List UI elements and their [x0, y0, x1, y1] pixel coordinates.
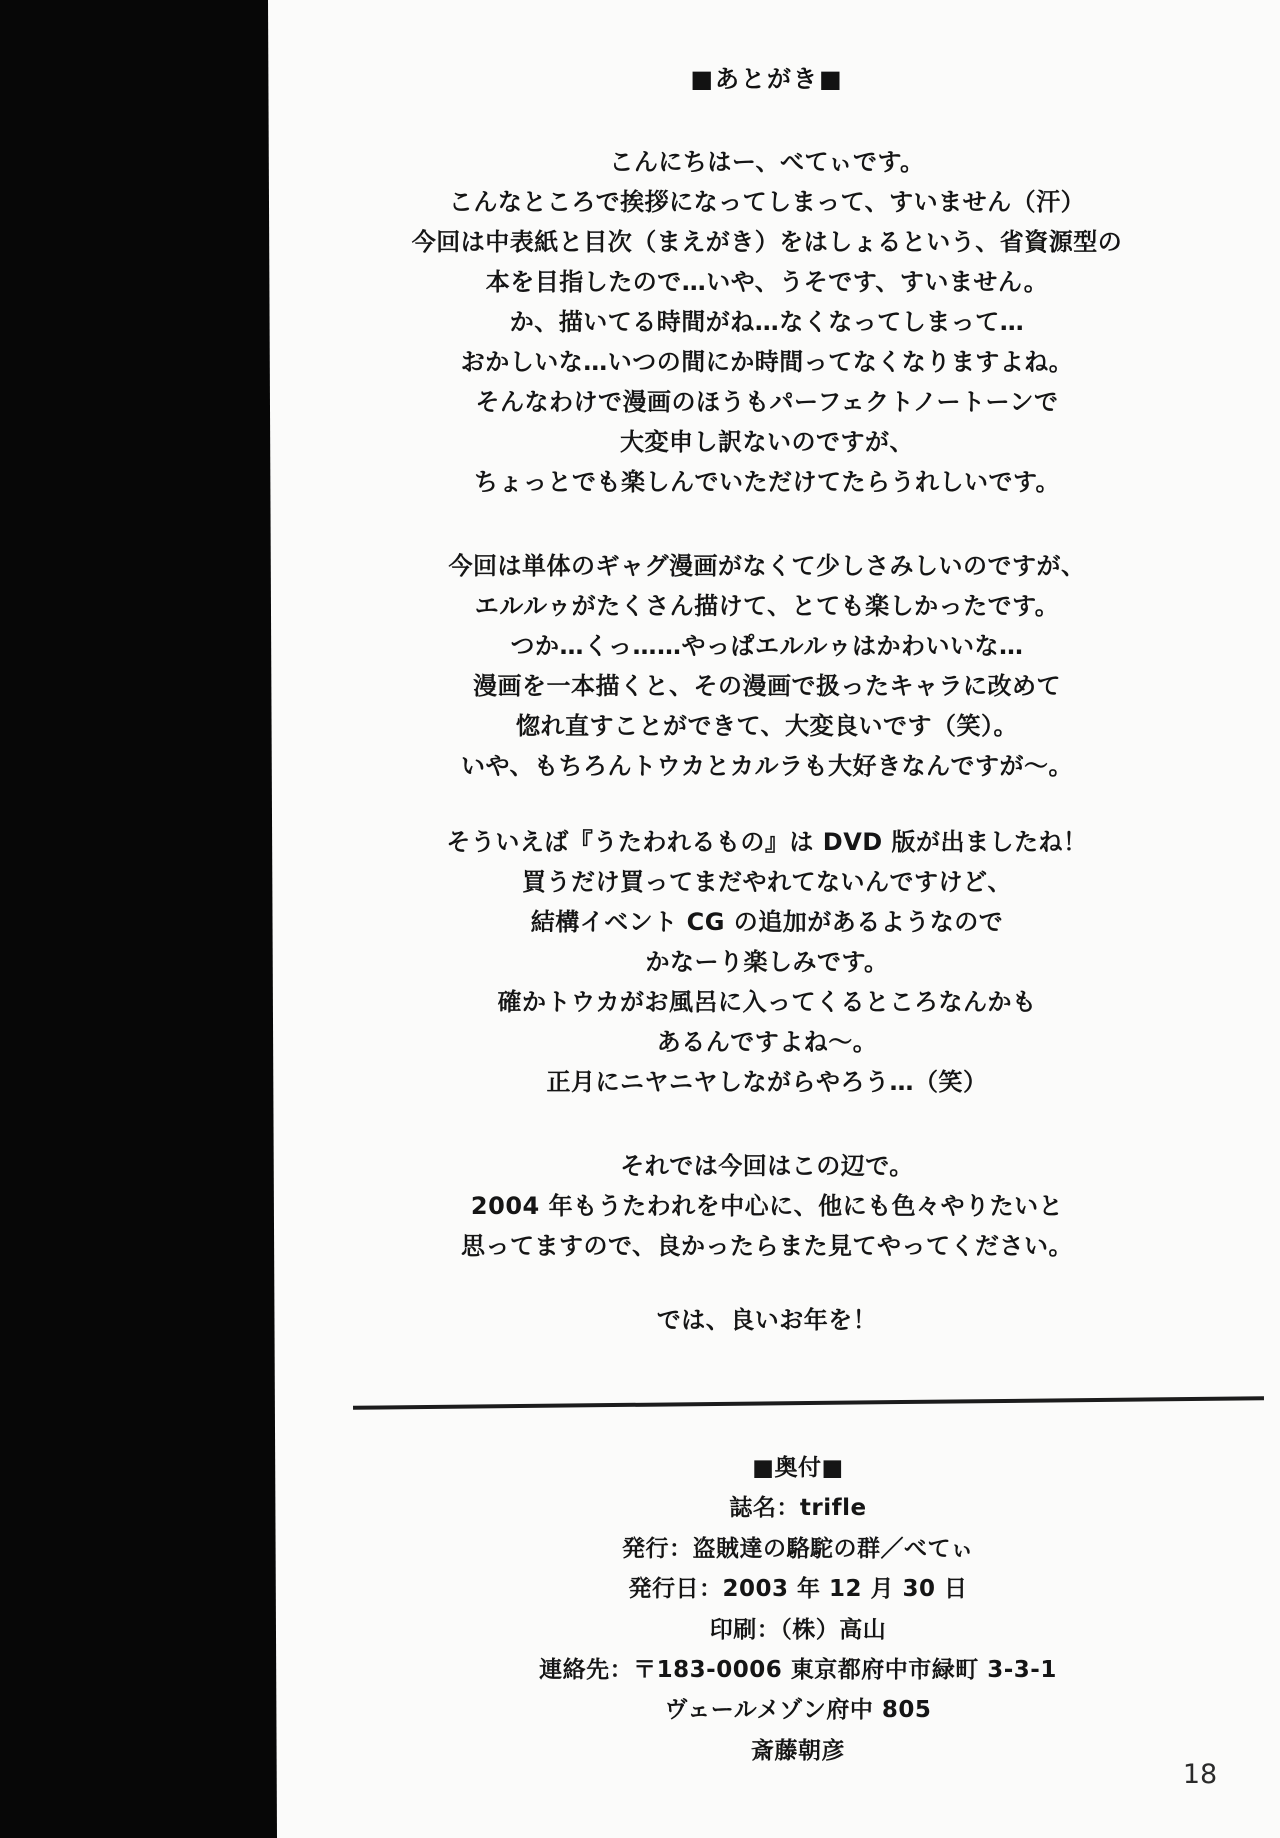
afterword-line: それでは今回はこの辺で。 [620, 1152, 914, 1180]
afterword-title: ■あとがき■ [690, 65, 844, 93]
colophon-line-name: 斎藤朝彦 [751, 1737, 845, 1764]
afterword-line: 本を目指したので…いや、うそです、すいません。 [485, 268, 1049, 296]
afterword-line: そんなわけで漫画のほうもパーフェクトノートーンで [475, 388, 1059, 416]
colophon [293, 1448, 1280, 1771]
afterword-line: 今回は単体のギャグ漫画がなくて少しさみしいのですが、 [448, 552, 1086, 580]
afterword-line: こんなところで挨拶になってしまって、すいません（汗） [448, 188, 1086, 216]
afterword-line: 漫画を一本描くと、その漫画で扱ったキャラに改めて [473, 672, 1061, 700]
afterword-line: つか…くっ……やっぱエルルゥはかわいいな… [510, 632, 1024, 660]
afterword-line: エルルゥがたくさん描けて、とても楽しかったです。 [474, 592, 1060, 620]
afterword-line: では、良いお年を！ [656, 1306, 878, 1334]
afterword-closing-line [262, 1300, 1272, 1340]
colophon-line-address2: ヴェールメゾン府中 805 [664, 1697, 932, 1724]
afterword-line: 正月にニヤニヤしながらやろう…（笑） [546, 1068, 988, 1096]
afterword-line: あるんですよね〜。 [656, 1028, 878, 1056]
divider-rule [353, 1396, 1264, 1410]
afterword-paragraph [262, 1146, 1272, 1266]
colophon-line-printer: 印刷：（株）高山 [709, 1616, 887, 1643]
colophon-line-title: 誌名：trifle [729, 1495, 867, 1522]
afterword-line: そういえば『うたわれるもの』は DVD 版が出ましたね！ [446, 828, 1088, 856]
afterword-paragraph [262, 546, 1272, 786]
afterword-line: 思ってますので、良かったらまた見てやってください。 [460, 1232, 1074, 1260]
afterword-line: 2004 年もうたわれを中心に、他にも色々やりたいと [470, 1192, 1064, 1220]
colophon-line-date: 発行日：2003 年 12 月 30 日 [628, 1576, 968, 1603]
afterword-paragraph [262, 142, 1272, 502]
colophon-line-publisher: 発行：盗賊達の駱駝の群／べてぃ [621, 1535, 975, 1562]
afterword-paragraph [262, 822, 1272, 1102]
afterword-line: 大変申し訳ないのですが、 [620, 428, 914, 456]
afterword-line: おかしいな…いつの間にか時間ってなくなりますよね。 [460, 348, 1074, 376]
afterword-line: 確かトウカがお風呂に入ってくるところなんかも [497, 988, 1037, 1016]
afterword-line: 買うだけ買ってまだやれてないんですけど、 [522, 868, 1012, 896]
afterword-line: 今回は中表紙と目次（まえがき）をはしょるという、省資源型の [411, 228, 1123, 256]
page-number: 18 [1182, 1759, 1218, 1790]
scan-gutter-black-band [0, 0, 278, 1838]
afterword-line: 結構イベント CG の追加があるようなので [530, 908, 1004, 936]
afterword-line: ちょっとでも楽しんでいただけてたらうれしいです。 [473, 468, 1061, 496]
afterword-line: こんにちはー、べてぃです。 [609, 148, 925, 176]
afterword-line: いや、もちろんトウカとカルラも大好きなんですが〜。 [460, 752, 1074, 780]
afterword-line: 惚れ直すことができて、大変良いです（笑）。 [515, 712, 1019, 740]
colophon-line-address: 連絡先：〒183-0006 東京都府中市緑町 3-3-1 [539, 1657, 1057, 1684]
colophon-title: ■奥付■ [752, 1455, 844, 1481]
afterword-line: かなーり楽しみです。 [645, 948, 889, 976]
afterword-line: か、描いてる時間がね…なくなってしまって… [509, 308, 1025, 336]
